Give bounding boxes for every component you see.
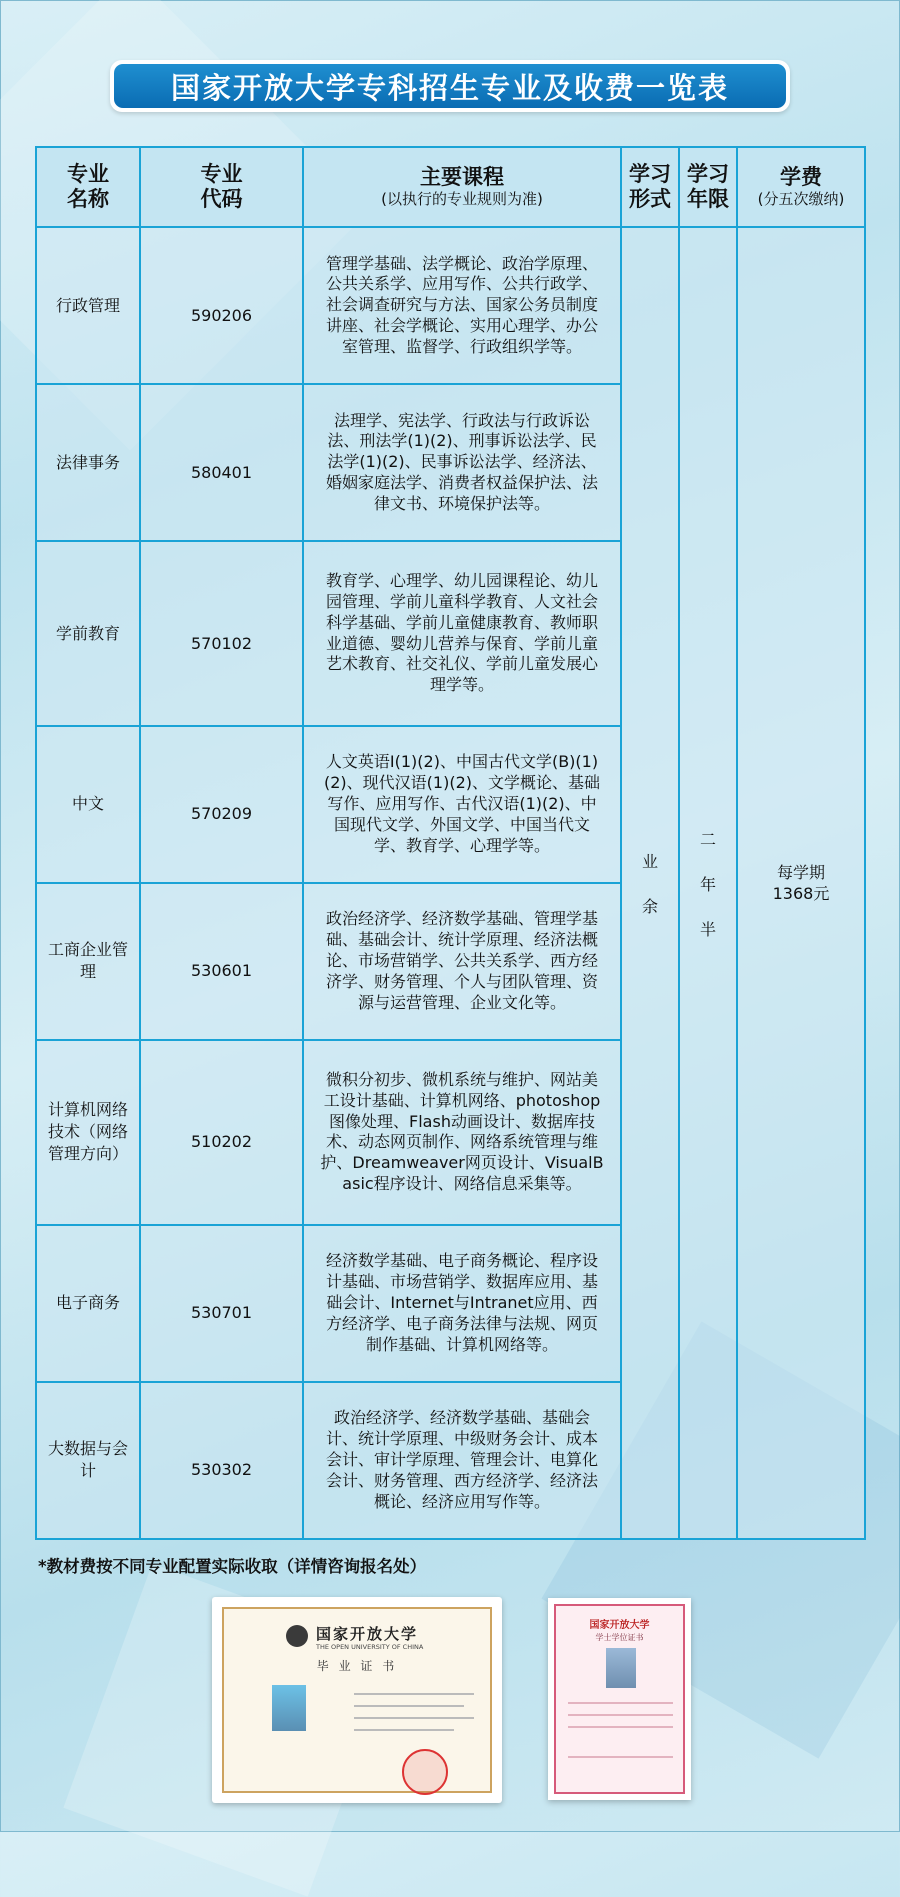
major-code: 530701 [140,1225,303,1382]
degree-certificate-image [548,1598,691,1800]
major-name: 行政管理 [36,227,140,384]
major-courses: 人文英语I(1)(2)、中国古代文学(B)(1)(2)、现代汉语(1)(2)、文学概论、基础写作、应用写作、古代汉语(1)(2)、中国现代文学、外国文学、中国当代文学、教育学、心理学等。 [303,726,621,883]
certificate-text-line [568,1726,673,1728]
study-duration: 二 年 半 [679,227,737,1539]
seal-stamp-icon [402,1749,448,1795]
certificate-photo [606,1648,636,1688]
header-tuition: 学费 (分五次缴纳) [737,147,865,227]
tuition-fee: 每学期 1368元 [737,227,865,1539]
major-courses: 政治经济学、经济数学基础、管理学基础、基础会计、统计学原理、经济法概论、市场营销学、公共关系学、西方经济学、财务管理、个人与团队管理、资源与运营管理、企业文化等。 [303,883,621,1040]
major-code: 570209 [140,726,303,883]
major-name: 大数据与会计 [36,1382,140,1539]
study-mode: 业 余 [621,227,679,1539]
major-name: 学前教育 [36,541,140,726]
certificate-university: 国家开放大学 [589,1620,650,1631]
header-major-code: 专业 代码 [140,147,303,227]
major-code: 510202 [140,1040,303,1225]
certificate-text-line [354,1717,474,1719]
header-main-courses: 主要课程 (以执行的专业规则为准) [303,147,621,227]
fee-table [35,146,866,1540]
major-code: 570102 [140,541,303,726]
major-code: 530302 [140,1382,303,1539]
major-name: 中文 [36,726,140,883]
title-banner [110,60,790,112]
major-code: 580401 [140,384,303,541]
certificate-text-line [354,1693,474,1695]
graduation-certificate-image [212,1597,502,1803]
major-name: 电子商务 [36,1225,140,1382]
major-courses: 教育学、心理学、幼儿园课程论、幼儿园管理、学前儿童科学教育、人文社会科学基础、学前儿童健康教育、教师职业道德、婴幼儿营养与保育、学前儿童艺术教育、社交礼仪、学前儿童发展心理学等。 [303,541,621,726]
major-courses: 政治经济学、经济数学基础、基础会计、统计学原理、中级财务会计、成本会计、审计学原理、管理会计、电算化会计、财务管理、西方经济学、经济法概论、经济应用写作等。 [303,1382,621,1539]
certificate-text-line [568,1756,673,1758]
certificate-text-line [354,1705,464,1707]
material-fee-note: *教材费按不同专业配置实际收取（详情咨询报名处） [38,1557,427,1576]
major-courses: 法理学、宪法学、行政法与行政诉讼法、刑法学(1)(2)、刑事诉讼法学、民法学(1)(2)、民事诉讼法学、经济法、婚姻家庭法学、消费者权益保护法、法律文书、环境保护法等。 [303,384,621,541]
table-header-row [36,147,865,227]
header-study-mode: 学习 形式 [621,147,679,227]
header-major-name: 专业 名称 [36,147,140,227]
major-name: 工商企业管理 [36,883,140,1040]
major-code: 530601 [140,883,303,1040]
certificate-photo [272,1685,306,1731]
major-courses: 经济数学基础、电子商务概论、程序设计基础、市场营销学、数据库应用、基础会计、Internet与Intranet应用、西方经济学、电子商务法律与法规、网页制作基础、计算机网络等。 [303,1225,621,1382]
header-study-duration: 学习 年限 [679,147,737,227]
table-row [36,227,865,384]
major-courses: 管理学基础、法学概论、政治学原理、公共关系学、应用写作、公共行政学、社会调查研究与方法、国家公务员制度讲座、社会学概论、实用心理学、办公室管理、监督学、行政组织学等。 [303,227,621,384]
major-courses: 微积分初步、微机系统与维护、网站美工设计基础、计算机网络、photoshop图像处理、Flash动画设计、数据库技术、动态网页制作、网络系统管理与维护、Dreamweaver网页设计、VisualBasic程序设计、网络信息采集等。 [303,1040,621,1225]
major-code: 590206 [140,227,303,384]
certificate-university: 国家开放大学 [316,1625,419,1643]
certificate-text-line [354,1729,454,1731]
major-name: 法律事务 [36,384,140,541]
certificate-text-line [568,1714,673,1716]
certificate-university-en: THE OPEN UNIVERSITY OF CHINA [316,1643,424,1651]
page-title: 国家开放大学专科招生专业及收费一览表 [114,64,786,108]
certificate-title: 毕 业 证 书 [316,1659,398,1673]
major-name: 计算机网络技术（网络管理方向） [36,1040,140,1225]
certificate-title: 学士学位证书 [595,1633,644,1642]
certificate-text-line [568,1702,673,1704]
university-logo-icon [286,1625,308,1647]
